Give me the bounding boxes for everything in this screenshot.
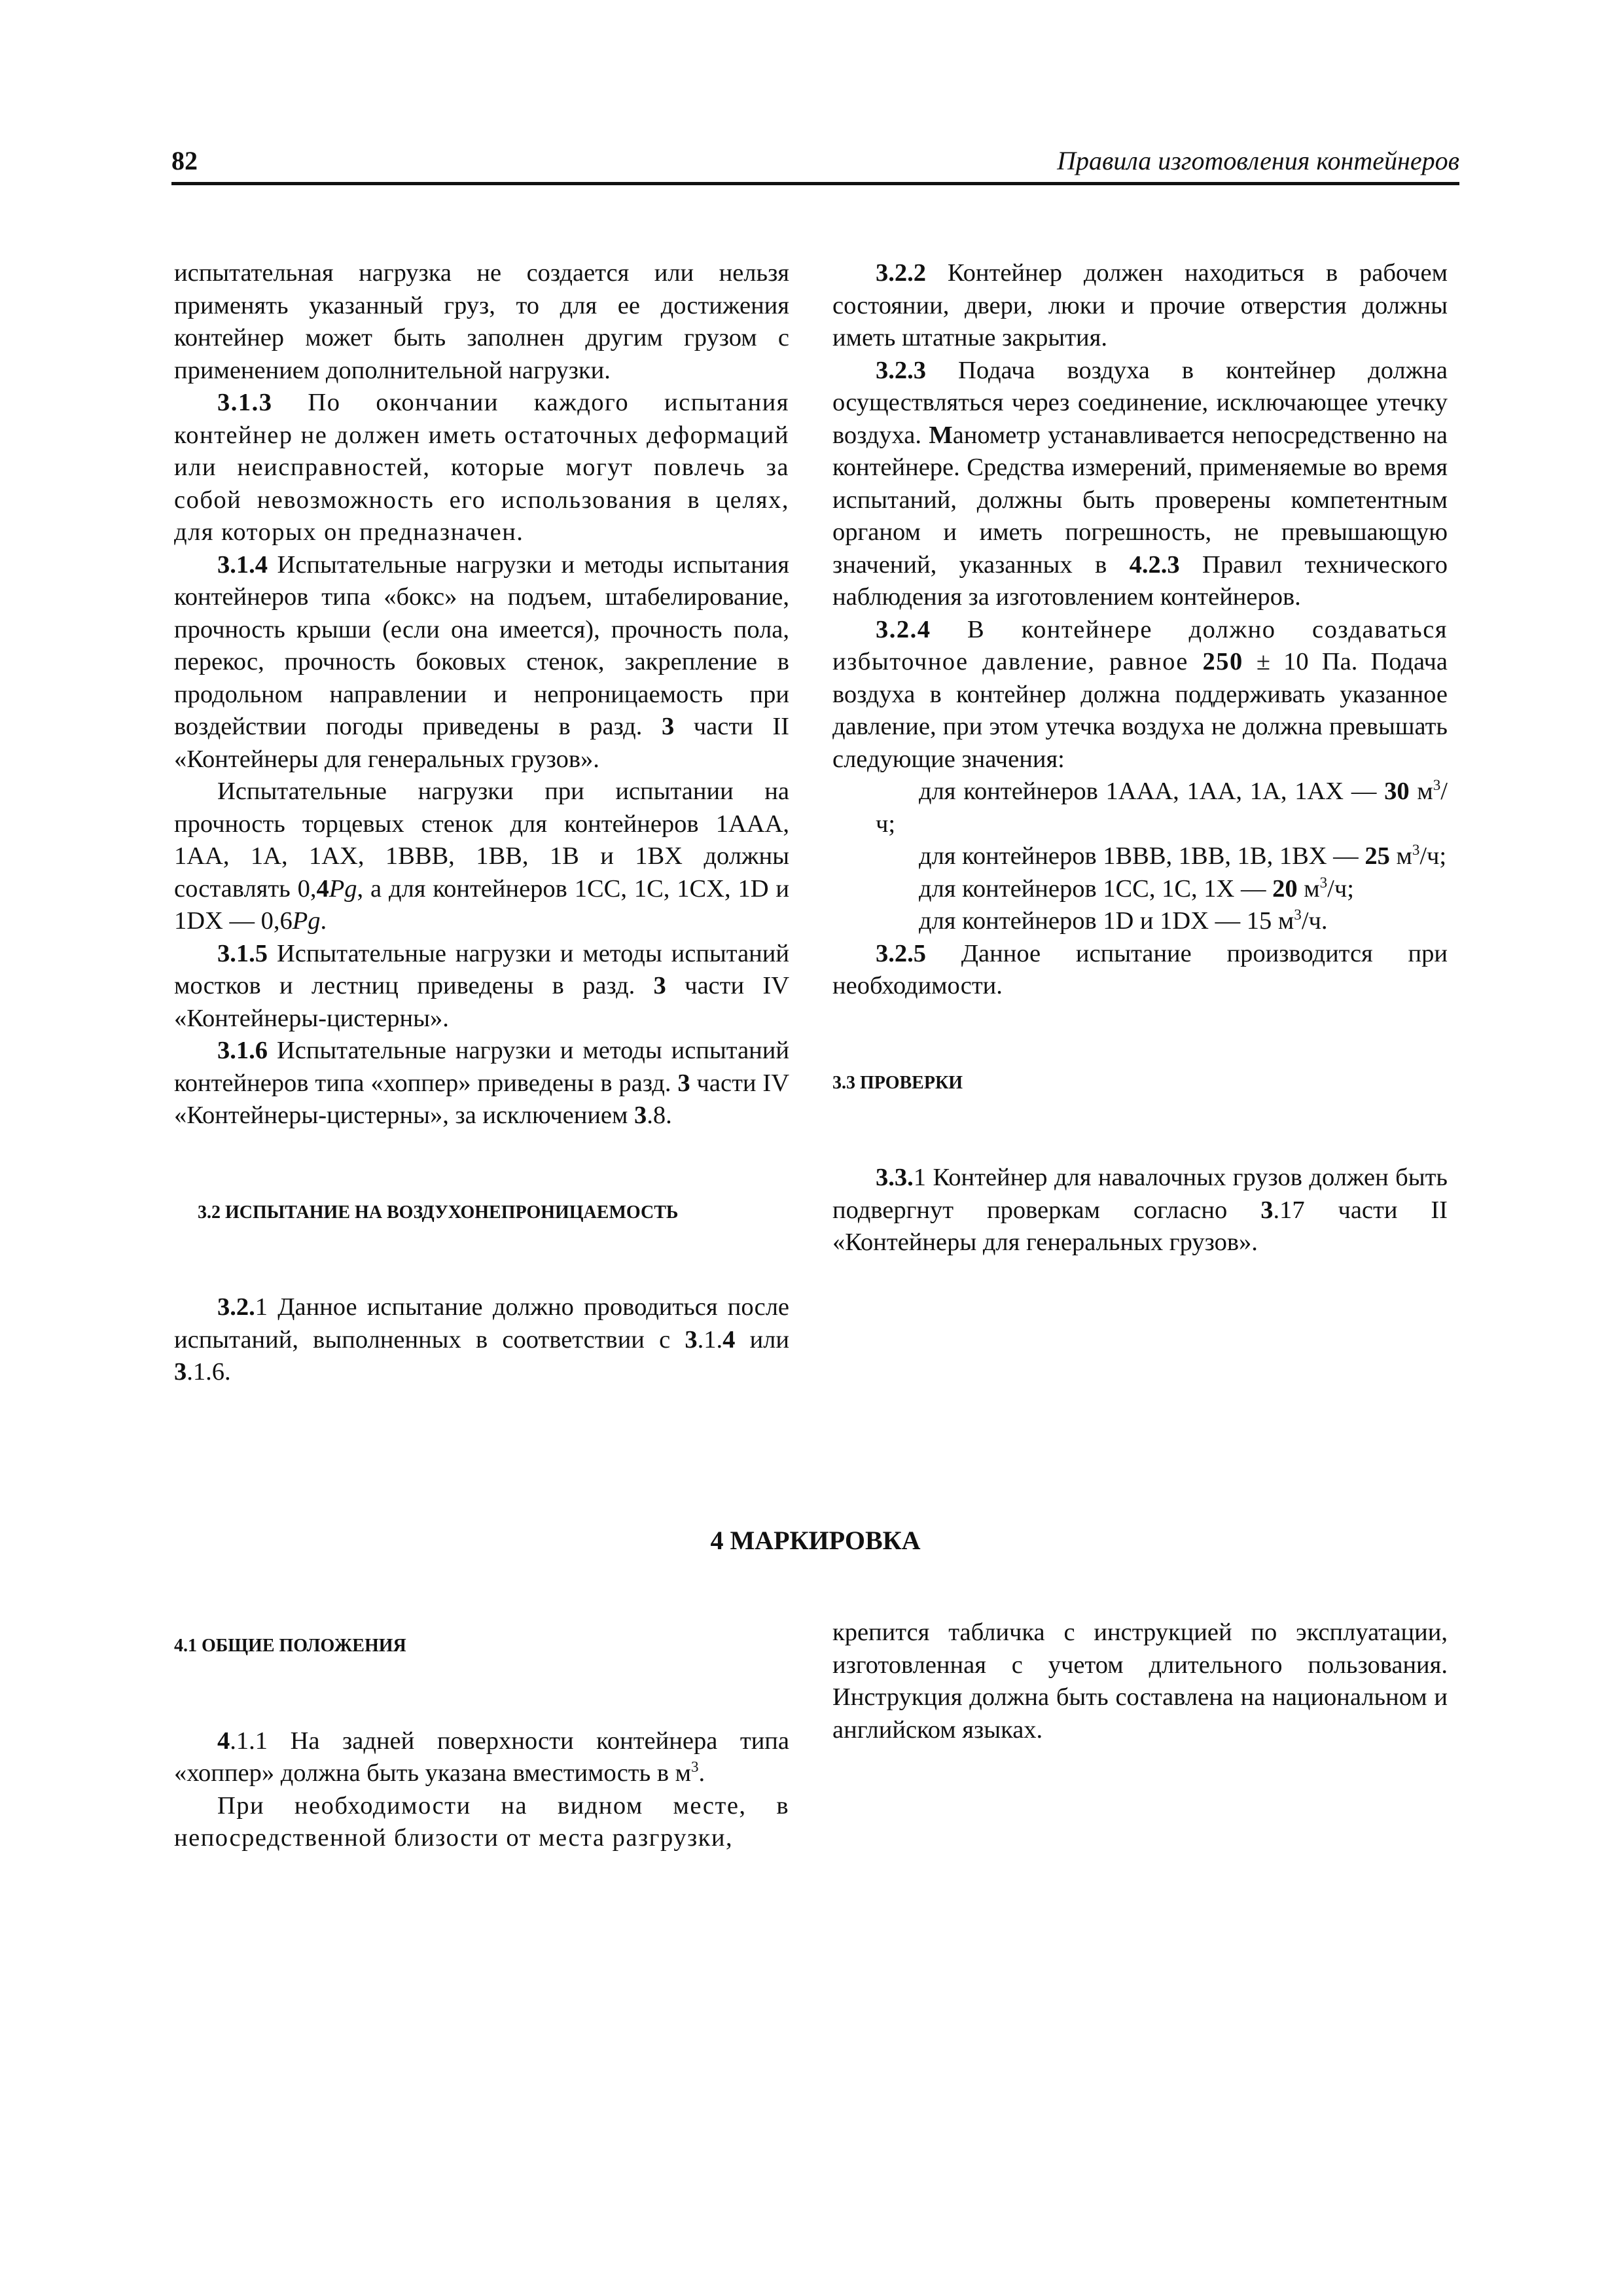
clause-number-part: 1 [255, 1293, 268, 1321]
paragraph-text: Контейнер для навалочных грузов должен быть подвергнут проверкам согласно [832, 1164, 1448, 1224]
paragraph-text: . [698, 1759, 705, 1787]
paragraph-end-walls [174, 776, 789, 938]
paragraph-text: Испытательные нагрузки и методы испытаний контейнеров типа «хоппер» приведены в разд. [174, 1037, 789, 1097]
list-text: м [1409, 778, 1433, 805]
subsection-heading-4-1: 4.1 ОБЩИЕ ПОЛОЖЕНИЯ [174, 1636, 406, 1656]
section-ref: 3 [685, 1325, 698, 1354]
page-number: 82 [171, 146, 198, 175]
paragraph-3-2-3 [832, 355, 1448, 614]
list-text: /ч; [1327, 874, 1354, 903]
list-text: для контейнеров 1CC, 1C, 1X — [919, 874, 1273, 903]
section-ref: 4.2.3 [1129, 550, 1180, 579]
paragraph-text: или [735, 1325, 789, 1354]
list-text: для контейнеров 1D и 1DX — 15 м [919, 907, 1294, 935]
left-column [174, 257, 789, 1389]
paragraph-3-2-5 [832, 938, 1448, 1003]
clause-number: 3.2.2 [876, 259, 926, 287]
paragraph-text: В контейнере должно создаваться избыточное давление, равное [832, 615, 1448, 675]
paragraph-text: М [929, 421, 953, 449]
paragraph-text: Данное испытание производится при необходимости. [832, 939, 1448, 999]
symbol-pg: Pg [292, 907, 321, 935]
value-bold: 30 [1384, 778, 1410, 805]
right-column [832, 257, 1448, 1259]
section-ref: 3 [653, 972, 666, 999]
clause-number: 3.3. [876, 1164, 914, 1191]
superscript: 3 [690, 1758, 699, 1776]
clause-number-part: 1 [913, 1164, 926, 1191]
list-item [832, 840, 1448, 873]
clause-number-part: .1.1 [230, 1727, 268, 1755]
list-text: м [1389, 842, 1412, 870]
clause-number: 3.1.6 [217, 1037, 268, 1064]
list-text: для контейнеров 1AAA, 1AA, 1A, 1AX — [919, 778, 1385, 805]
section-ref: 3 [634, 1102, 647, 1129]
paragraph-intro: испытательная нагрузка не создается или нельзя применять указанный груз, то для ее достижения контейнер может быть заполнен другим грузом с применением дополнительной нагрузки. [174, 259, 789, 384]
paragraph-3-3-1 [832, 1162, 1448, 1259]
paragraph-4-1-1 [174, 1725, 789, 1790]
section-ref: 3 [677, 1069, 690, 1097]
paragraph-text: ± 10 Па. Подача воздуха в контейнер должна поддерживать указанное давление, при этом утечка воздуха не должна превышать следующие значения: [832, 648, 1448, 773]
paragraph-text: По окончании каждого испытания контейнер не должен иметь остаточных деформаций или неисправностей, которые могут повлечь за собой невозможность его использования в целях, для которых он предназначен. [174, 389, 789, 546]
section-ref: 3 [661, 713, 675, 740]
superscript: 3 [1319, 873, 1328, 891]
list-item [832, 776, 1448, 840]
list-text: м [1297, 874, 1320, 903]
paragraph-text: .17 части II «Контейнеры для генеральных грузов». [832, 1196, 1448, 1256]
paragraph-text: .1.6. [187, 1358, 231, 1386]
section-ref: 3 [1260, 1196, 1274, 1224]
section-ref: 3 [174, 1358, 187, 1386]
subsection-heading-3-3: 3.3 ПРОВЕРКИ [832, 1072, 963, 1093]
clause-number: 3.2.5 [876, 939, 926, 967]
symbol-pg: Pg [329, 874, 357, 903]
paragraph-text: , а для контейнеров 1CC, 1C, 1CX, 1D и 1DX — 0,6 [174, 874, 790, 935]
section4-left-column [174, 1630, 789, 1855]
clause-number: 3.2. [217, 1293, 255, 1321]
section4-right-column [832, 1617, 1448, 1746]
clause-number: 3.1.3 [217, 389, 273, 416]
superscript: 3 [1412, 841, 1420, 859]
paragraph-4-1-2-cont: крепится табличка с инструкцией по эксплуатации, изготовленная с учетом длительного пользования. Инструкция должна быть составлена на национальном и английском языках. [832, 1619, 1448, 1744]
paragraph-4-1-2: При необходимости на видном месте, в непосредственной близости от места разгрузки, [174, 1791, 789, 1852]
clause-number: 3.1.4 [217, 550, 268, 579]
paragraph-text: Испытательные нагрузки при испытании на прочность торцевых стенок для контейнеров 1AAA, 1AA, 1A, 1AX, 1BBB, 1BB, 1B и 1BX должны составлять 0, [174, 778, 789, 903]
list-item [832, 905, 1448, 938]
paragraph-text: части II «Контейнеры для генеральных грузов». [174, 713, 790, 773]
paragraph-text: Подача воздуха в контейнер должна осуществляться через соединение, исключающее утечку воздуха. [832, 356, 1448, 449]
paragraph-text: . [320, 907, 327, 935]
list-text: для контейнеров 1BBB, 1BB, 1B, 1BX — [919, 842, 1365, 870]
paragraph-3-1-3 [174, 387, 789, 549]
value-bold: 20 [1272, 874, 1298, 903]
list-text: /ч; [876, 778, 1448, 838]
paragraph-3-1-6 [174, 1035, 789, 1132]
section-ref-part: 4 [722, 1325, 736, 1354]
list-text: /ч; [1419, 842, 1447, 870]
superscript: 3 [1433, 776, 1441, 794]
clause-number: 3.2.4 [876, 615, 931, 643]
paragraph-3-1-5 [174, 938, 789, 1035]
paragraph-3-2-4 [832, 614, 1448, 776]
paragraph-text: Правил технического наблюдения за изготовлением контейнеров. [832, 550, 1448, 611]
superscript: 3 [1294, 906, 1302, 924]
clause-number: 4 [217, 1727, 230, 1755]
page-header [171, 145, 1459, 185]
paragraph-text: Данное испытание должно проводиться после испытаний, выполненных в соответствии с [174, 1293, 789, 1354]
paragraph-text: Испытательные нагрузки и методы испытания контейнеров типа «бокс» на подъем, штабелирование, прочность крыши (если она имеется), прочность пола, перекос, прочность боковых стенок, закрепление в продольном направлении и непроницаемость при воздействии погоды приведены в разд. [174, 550, 789, 740]
paragraph-text: анометр устанавливается непосредственно на контейнере. Средства измерений, применяемые во время испытаний, должны быть проверены компетентным органом и иметь погрешность, не превышающую значений, указанных в [832, 421, 1448, 579]
value-bold: 4 [316, 874, 329, 903]
clause-number: 3.2.3 [876, 356, 926, 384]
paragraph-text: Контейнер должен находиться в рабочем состоянии, двери, люки и прочие отверстия должны иметь штатные закрытия. [832, 259, 1448, 351]
paragraph-3-2-1 [174, 1291, 789, 1389]
paragraph-text: Испытательные нагрузки и методы испытаний мостков и лестниц приведены в разд. [174, 939, 789, 999]
list-text: /ч. [1301, 907, 1328, 935]
paragraph-3-1-4 [174, 549, 789, 776]
running-title: Правила изготовления контейнеров [1057, 146, 1459, 175]
subsection-heading-3-2: 3.2 ИСПЫТАНИЕ НА ВОЗДУХОНЕПРОНИЦАЕМОСТЬ [198, 1202, 679, 1223]
paragraph-text: .8. [647, 1102, 672, 1129]
value-bold: 25 [1364, 842, 1390, 870]
paragraph-3-2-2 [832, 257, 1448, 355]
list-item [832, 873, 1448, 906]
paragraph-text: На задней поверхности контейнера типа «хоппер» должна быть указана вместимость в м [174, 1727, 789, 1787]
paragraph-text: части IV «Контейнеры-цистерны», за исключением [174, 1069, 790, 1129]
paragraph-text: части IV «Контейнеры-цистерны». [174, 972, 790, 1032]
section-ref-part: .1. [697, 1325, 723, 1354]
value-bold: 250 [1202, 648, 1243, 675]
clause-number: 3.1.5 [217, 939, 268, 967]
section-title: 4 МАРКИРОВКА [710, 1526, 921, 1555]
